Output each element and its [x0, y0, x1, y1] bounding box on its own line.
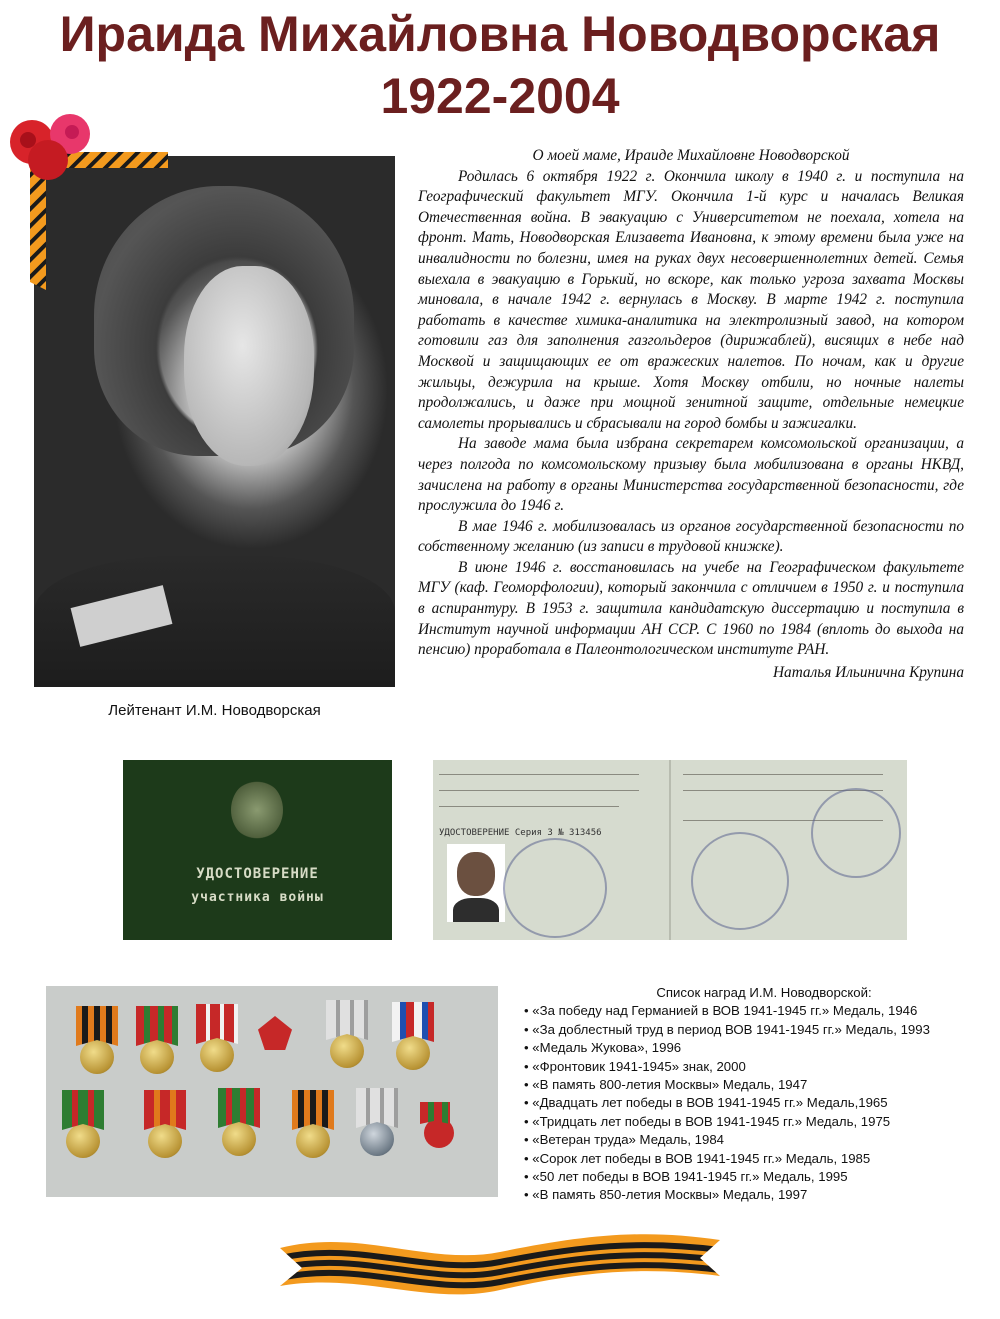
- article-paragraph: На заводе мама была избрана секретарем комсомольской организации, а через полгода по комсомольскому призыву была мобилизована в органы НКВД, зачислена на работу в органы Министерства государственной безопасности, где прослужила до 1946 г.: [418, 435, 964, 515]
- stamp-icon: [503, 838, 607, 938]
- award-item: • «Фронтовик 1941-1945» знак, 2000: [524, 1058, 974, 1076]
- award-item: • «В память 850-летия Москвы» Медаль, 1997: [524, 1186, 974, 1204]
- award-item: • «Тридцать лет победы в ВОВ 1941-1945 гг.» Медаль, 1975: [524, 1113, 974, 1131]
- article-heading: О моей маме, Ираиде Михайловне Новодворской: [532, 147, 850, 164]
- cover-subtitle: участника войны: [191, 890, 324, 905]
- award-item: • «За доблестный труд в период ВОВ 1941-1945 гг.» Медаль, 1993: [524, 1021, 974, 1039]
- veteran-id-cover-photo: [123, 760, 392, 940]
- page-title: Ираида Михайловна Новодворская: [59, 6, 941, 62]
- medals-photo: [46, 986, 498, 1197]
- id-serial-label: УДОСТОВЕРЕНИЕ Серия З № 313456: [439, 828, 602, 838]
- carnations-ribbon-decoration: [0, 112, 170, 292]
- award-item: • «Двадцать лет победы в ВОВ 1941-1945 гг.» Медаль,1965: [524, 1094, 974, 1112]
- award-item: • «В память 800-летия Москвы» Медаль, 1947: [524, 1076, 974, 1094]
- article-author: Наталья Ильинична Крупина: [773, 663, 964, 681]
- ussr-emblem-icon: [231, 780, 283, 840]
- award-item: • «За победу над Германией в ВОВ 1941-1945 гг.» Медаль, 1946: [524, 1002, 974, 1020]
- award-item: • «Медаль Жукова», 1996: [524, 1039, 974, 1057]
- page-years: 1922-2004: [380, 68, 620, 124]
- portrait-caption: Лейтенант И.М. Новодворская: [108, 702, 321, 719]
- veteran-id-open-photo: [433, 760, 907, 940]
- article-paragraph: Родилась 6 октября 1922 г. Окончила школу в 1940 г. и поступила на Географический факультет МГУ. Окончила 1-й курс и началась Великая Отечественная война. В эвакуацию с Университетом не поехала, хотела на фронт. Мать, Новодворская Елизавета Ивановна, к этому времени была уже на инвалидности по болезни, имея на руках двух несовершеннолетних детей. Семья выехала в эвакуацию в Горький, но вскоре, как только угроза захвата Москвы миновала, в начале 1942 г. вернулась в Москву. В марте 1942 г. поступила работать в качестве химика-аналитика на электролизный завод, на котором готовили газ для заполнения газгольдеров (дирижаблей), висящих в небе над Москвой и защищающих ее от вражеских налетов. По ночам, как и другие жильцы, дежурила на крыше. Хотя Москву отбили, но ночные налеты продолжались, и даже при мощной зенитной защите, отдельные немецкие самолеты прорывались и сбрасывали на город бомбы и зажигалки.: [418, 167, 964, 432]
- award-item: • «50 лет победы в ВОВ 1941-1945 гг.» Медаль, 1995: [524, 1168, 974, 1186]
- award-item: • «Ветеран труда» Медаль, 1984: [524, 1131, 974, 1149]
- cover-title: УДОСТОВЕРЕНИЕ: [196, 866, 319, 882]
- id-photo: [447, 844, 505, 922]
- award-item: • «Сорок лет победы в ВОВ 1941-1945 гг.» Медаль, 1985: [524, 1150, 974, 1168]
- awards-list: [524, 984, 974, 1205]
- article-paragraph: В мае 1946 г. мобилизовалась из органов государственной безопасности по собственному желанию (из записи в трудовой книжке).: [418, 517, 964, 556]
- stamp-icon: [811, 788, 901, 878]
- stamp-icon: [691, 832, 789, 930]
- awards-heading: Список наград И.М. Новодворской:: [656, 985, 872, 1000]
- st-george-ribbon-icon: [280, 1228, 720, 1310]
- article: [418, 146, 964, 683]
- article-paragraph: В июне 1946 г. восстановилась на учебе на Географическом факультете МГУ (каф. Геоморфологии), который закончила с отличием в 1950 г. и поступила в аспирантуру. В 1953 г. защитила кандидатскую диссертацию и поступила в Институт научной информации АН ССР. С 1960 по 1984 (вплоть до выхода на пенсию) проработала в Палеонтологическом институте РАН.: [418, 558, 964, 659]
